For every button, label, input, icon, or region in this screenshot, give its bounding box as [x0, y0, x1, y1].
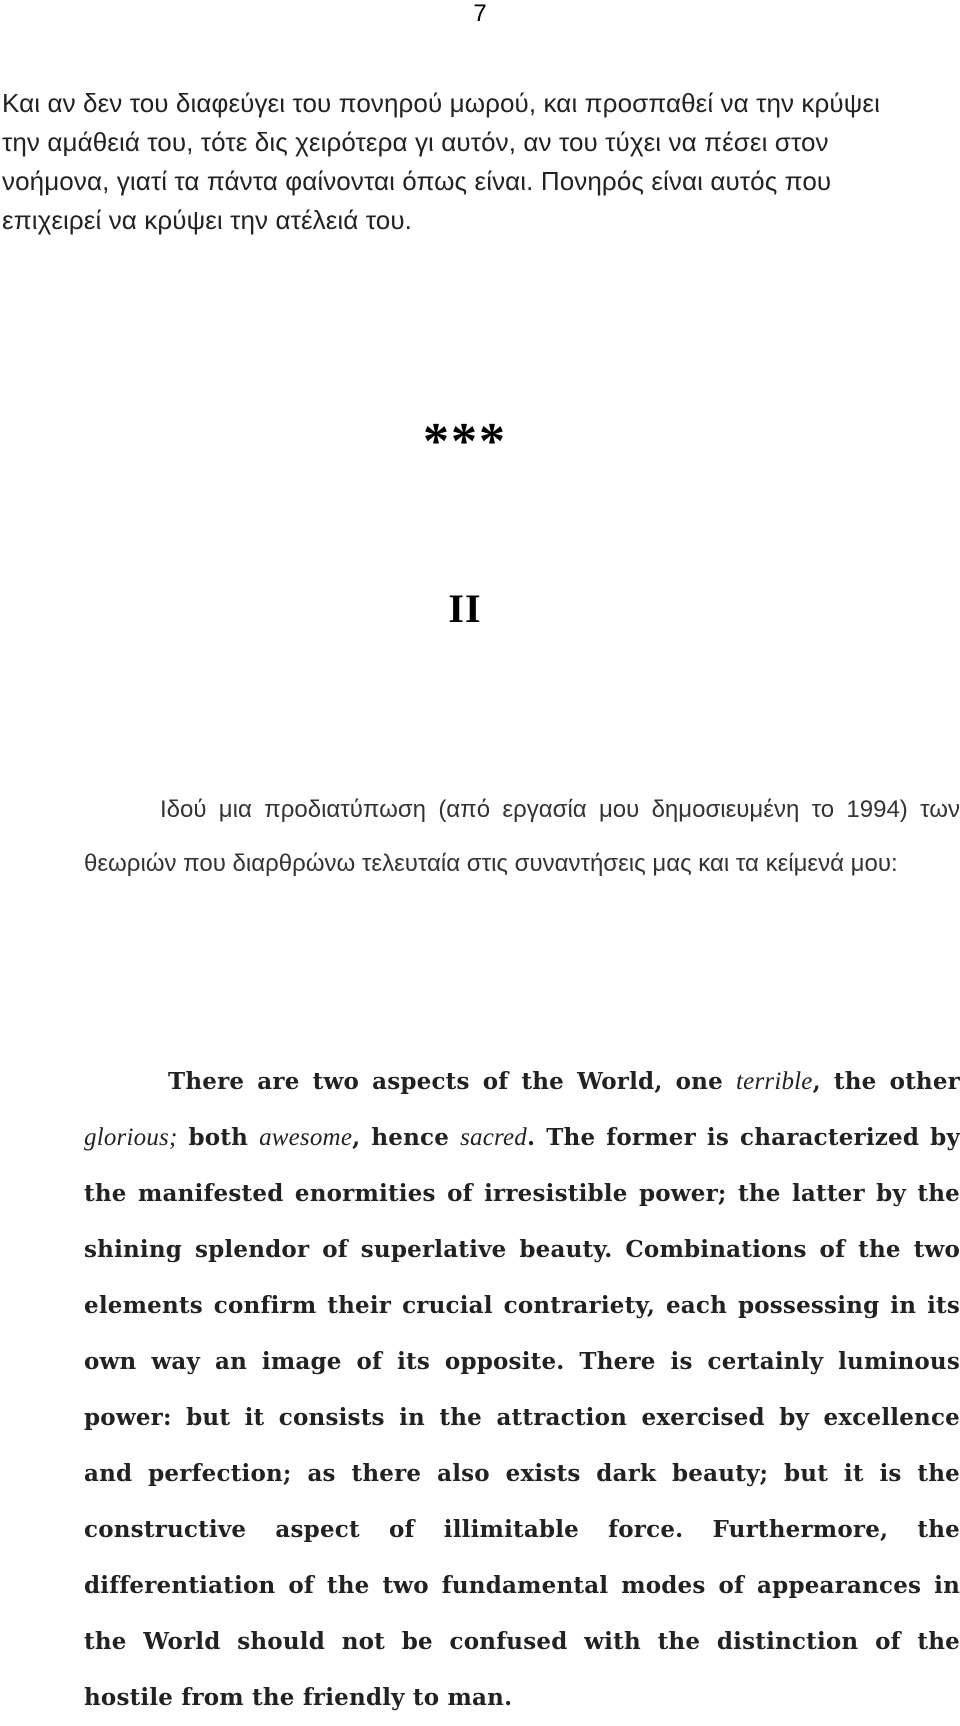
- quote-italic-glorious: glorious;: [84, 1124, 178, 1151]
- quote-italic-sacred: sacred: [460, 1124, 527, 1151]
- greek-paragraph: Ιδού μια προδιατύπωση (από εργασία μου δημοσιευμένη το 1994) των θεωριών που διαρθρώνω τελευταία στις συναντήσεις μας και τα κείμενά μου:: [84, 796, 960, 877]
- section-heading: II: [448, 586, 482, 631]
- intro-paragraph: Και αν δεν του διαφεύγει του πονηρού μωρού, και προσπαθεί να την κρύψει την αμάθειά του, τότε δις χειρότερα γι αυτόν, αν του τύχει να πέσει στον νοήμονα, γιατί τα πάντα φαίνονται όπως είναι. Πονηρός είναι αυτός που επιχειρεί να κρύψει την ατέλειά του.: [2, 88, 880, 235]
- quote-italic-awesome: awesome: [259, 1124, 353, 1151]
- quote-text-2: , the other: [812, 1068, 960, 1095]
- quote-italic-terrible: terrible: [736, 1068, 813, 1095]
- quote-paragraph: [84, 1054, 960, 1726]
- page-number: 7: [473, 0, 487, 27]
- quote-text-5: . The former is characterized by the manifested enormities of irresistible power; the latter by the shining splendor of superlative beauty. Combinations of the two elements confirm their crucial contrariety, each possessing in its own way an image of its opposite. There is certainly luminous power: but it consists in the attraction exercised by excellence and perfection; as there also exists dark beauty; but it is the constructive aspect of illimitable force. Furthermore, the differentiation of the two fundamental modes of appearances in the World should not be confused with the distinction of the hostile from the friendly to man.: [84, 1124, 960, 1711]
- section-separator: ***: [423, 413, 507, 470]
- quote-text-3: both: [177, 1124, 260, 1151]
- quote-text-1: There are two aspects of the World, one: [168, 1068, 737, 1095]
- quote-text-4: , hence: [352, 1124, 461, 1151]
